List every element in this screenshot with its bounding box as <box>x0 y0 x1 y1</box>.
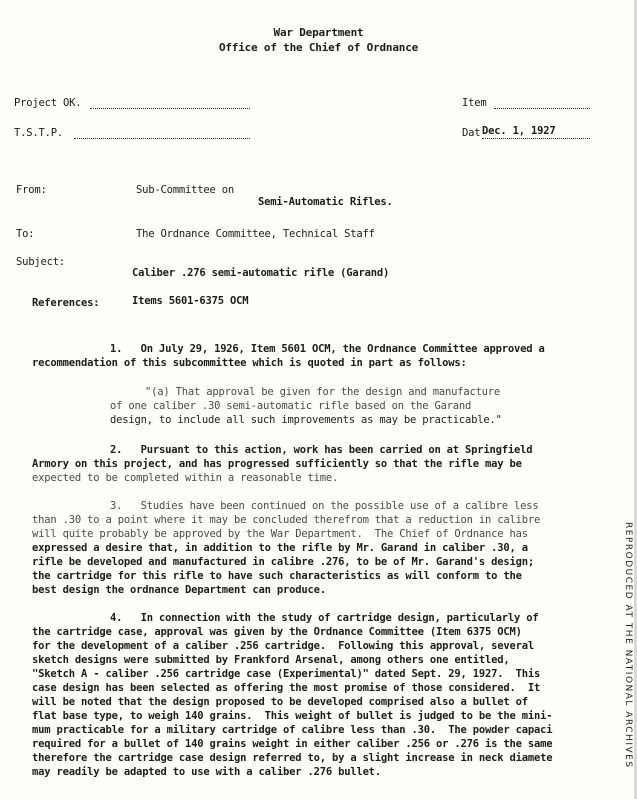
p2-line-1: 2. Pursuant to this action, work has been carried on at Springfield <box>110 444 533 456</box>
tstp-line <box>74 138 250 139</box>
department-heading: War Department <box>273 26 364 39</box>
date-label: Dat <box>462 127 481 139</box>
to-label: To: <box>16 228 35 240</box>
quote-line-1: "(a) That approval be given for the design and manufacture <box>145 386 501 398</box>
p4-line-3: for the development of a caliber .256 cartridge. Following this approval, several <box>32 640 534 652</box>
subject-label: Subject: <box>16 256 65 268</box>
to-value: The Ordnance Committee, Technical Staff <box>136 228 375 240</box>
quote-line-3: design, to include all such improvements as may be practicable." <box>110 414 502 426</box>
office-heading: Office of the Chief of Ordnance <box>218 41 419 54</box>
p4-line-7: will be noted that the design proposed to be developed comprised also a bullet of <box>32 696 528 708</box>
p3-line-6: the cartridge for this rifle to have such characteristics as will conform to the <box>32 570 522 582</box>
from-value: Sub-Committee on <box>136 184 234 196</box>
p1-line-2: recommendation of this subcommittee which is quoted in part as follows: <box>32 357 467 369</box>
p4-line-1: 4. In connection with the study of cartridge design, particularly of <box>110 612 539 624</box>
p4-line-5: "Sketch A - caliber .256 cartridge case (Experimental)" dated Sept. 29, 1927. This <box>32 668 541 680</box>
p3-line-7: best design the ordnance Department can produce. <box>32 584 326 596</box>
p3-line-2: than .30 to a point where it may be concluded therefrom that a reduction in calibre <box>32 514 541 526</box>
archives-stamp: REPRODUCED AT THE NATIONAL ARCHIVES <box>623 522 633 769</box>
p4-line-8: flat base type, to weigh 140 grains. This weight of bullet is judged to be the mini- <box>32 710 553 722</box>
references-value: Items 5601-6375 OCM <box>132 295 249 307</box>
p3-line-1: 3. Studies have been continued on the possible use of a calibre less <box>110 500 539 512</box>
date-line <box>482 138 590 139</box>
subject-value: Caliber .276 semi-automatic rifle (Garand) <box>132 267 390 279</box>
p4-line-6: case design has been selected as offering the most promise of those considered. It <box>32 682 541 694</box>
p4-line-9: mum practicable for a military cartridge of calibre less than .30. The powder capaci <box>32 724 553 736</box>
p4-line-2: the cartridge case, approval was given by the Ordnance Committee (Item 6375 OCM) <box>32 626 522 638</box>
project-line <box>90 108 250 109</box>
p4-line-12: may readily be adapted to use with a caliber .276 bullet. <box>32 766 381 778</box>
p4-line-10: required for a bullet of 140 grains weight in either caliber .256 or .276 is the same <box>32 738 553 750</box>
p4-line-4: sketch designs were submitted by Frankford Arsenal, among others one entitled, <box>32 654 510 666</box>
p3-line-5: rifle be developed and manufactured in calibre .276, to be of Mr. Garand's design; <box>32 556 534 568</box>
date-value: Dec. 1, 1927 <box>482 125 556 137</box>
p1-line-1: 1. On July 29, 1926, Item 5601 OCM, the Ordnance Committee approved a <box>110 343 545 355</box>
tstp-label: T.S.T.P. <box>14 127 63 139</box>
item-label: Item <box>462 97 487 109</box>
from-value-bold: Semi-Automatic Rifles. <box>258 196 393 208</box>
from-label: From: <box>16 184 47 196</box>
project-label: Project OK. <box>14 97 82 109</box>
p3-line-4: expressed a desire that, in addition to the rifle by Mr. Garand in caliber .30, a <box>32 542 528 554</box>
p3-line-3: will quite probably be approved by the War Department. The Chief of Ordnance has <box>32 528 528 540</box>
p2-line-3: expected to be completed within a reasonable time. <box>32 472 339 484</box>
references-label: References: <box>32 297 100 309</box>
p4-line-11: therefore the cartridge case design referred to, by a slight increase in neck diamete <box>32 752 553 764</box>
quote-line-2: of one caliber .30 semi-automatic rifle based on the Garand <box>110 400 472 412</box>
item-line <box>494 108 590 109</box>
p2-line-2: Armory on this project, and has progressed sufficiently so that the rifle may be <box>32 458 522 470</box>
